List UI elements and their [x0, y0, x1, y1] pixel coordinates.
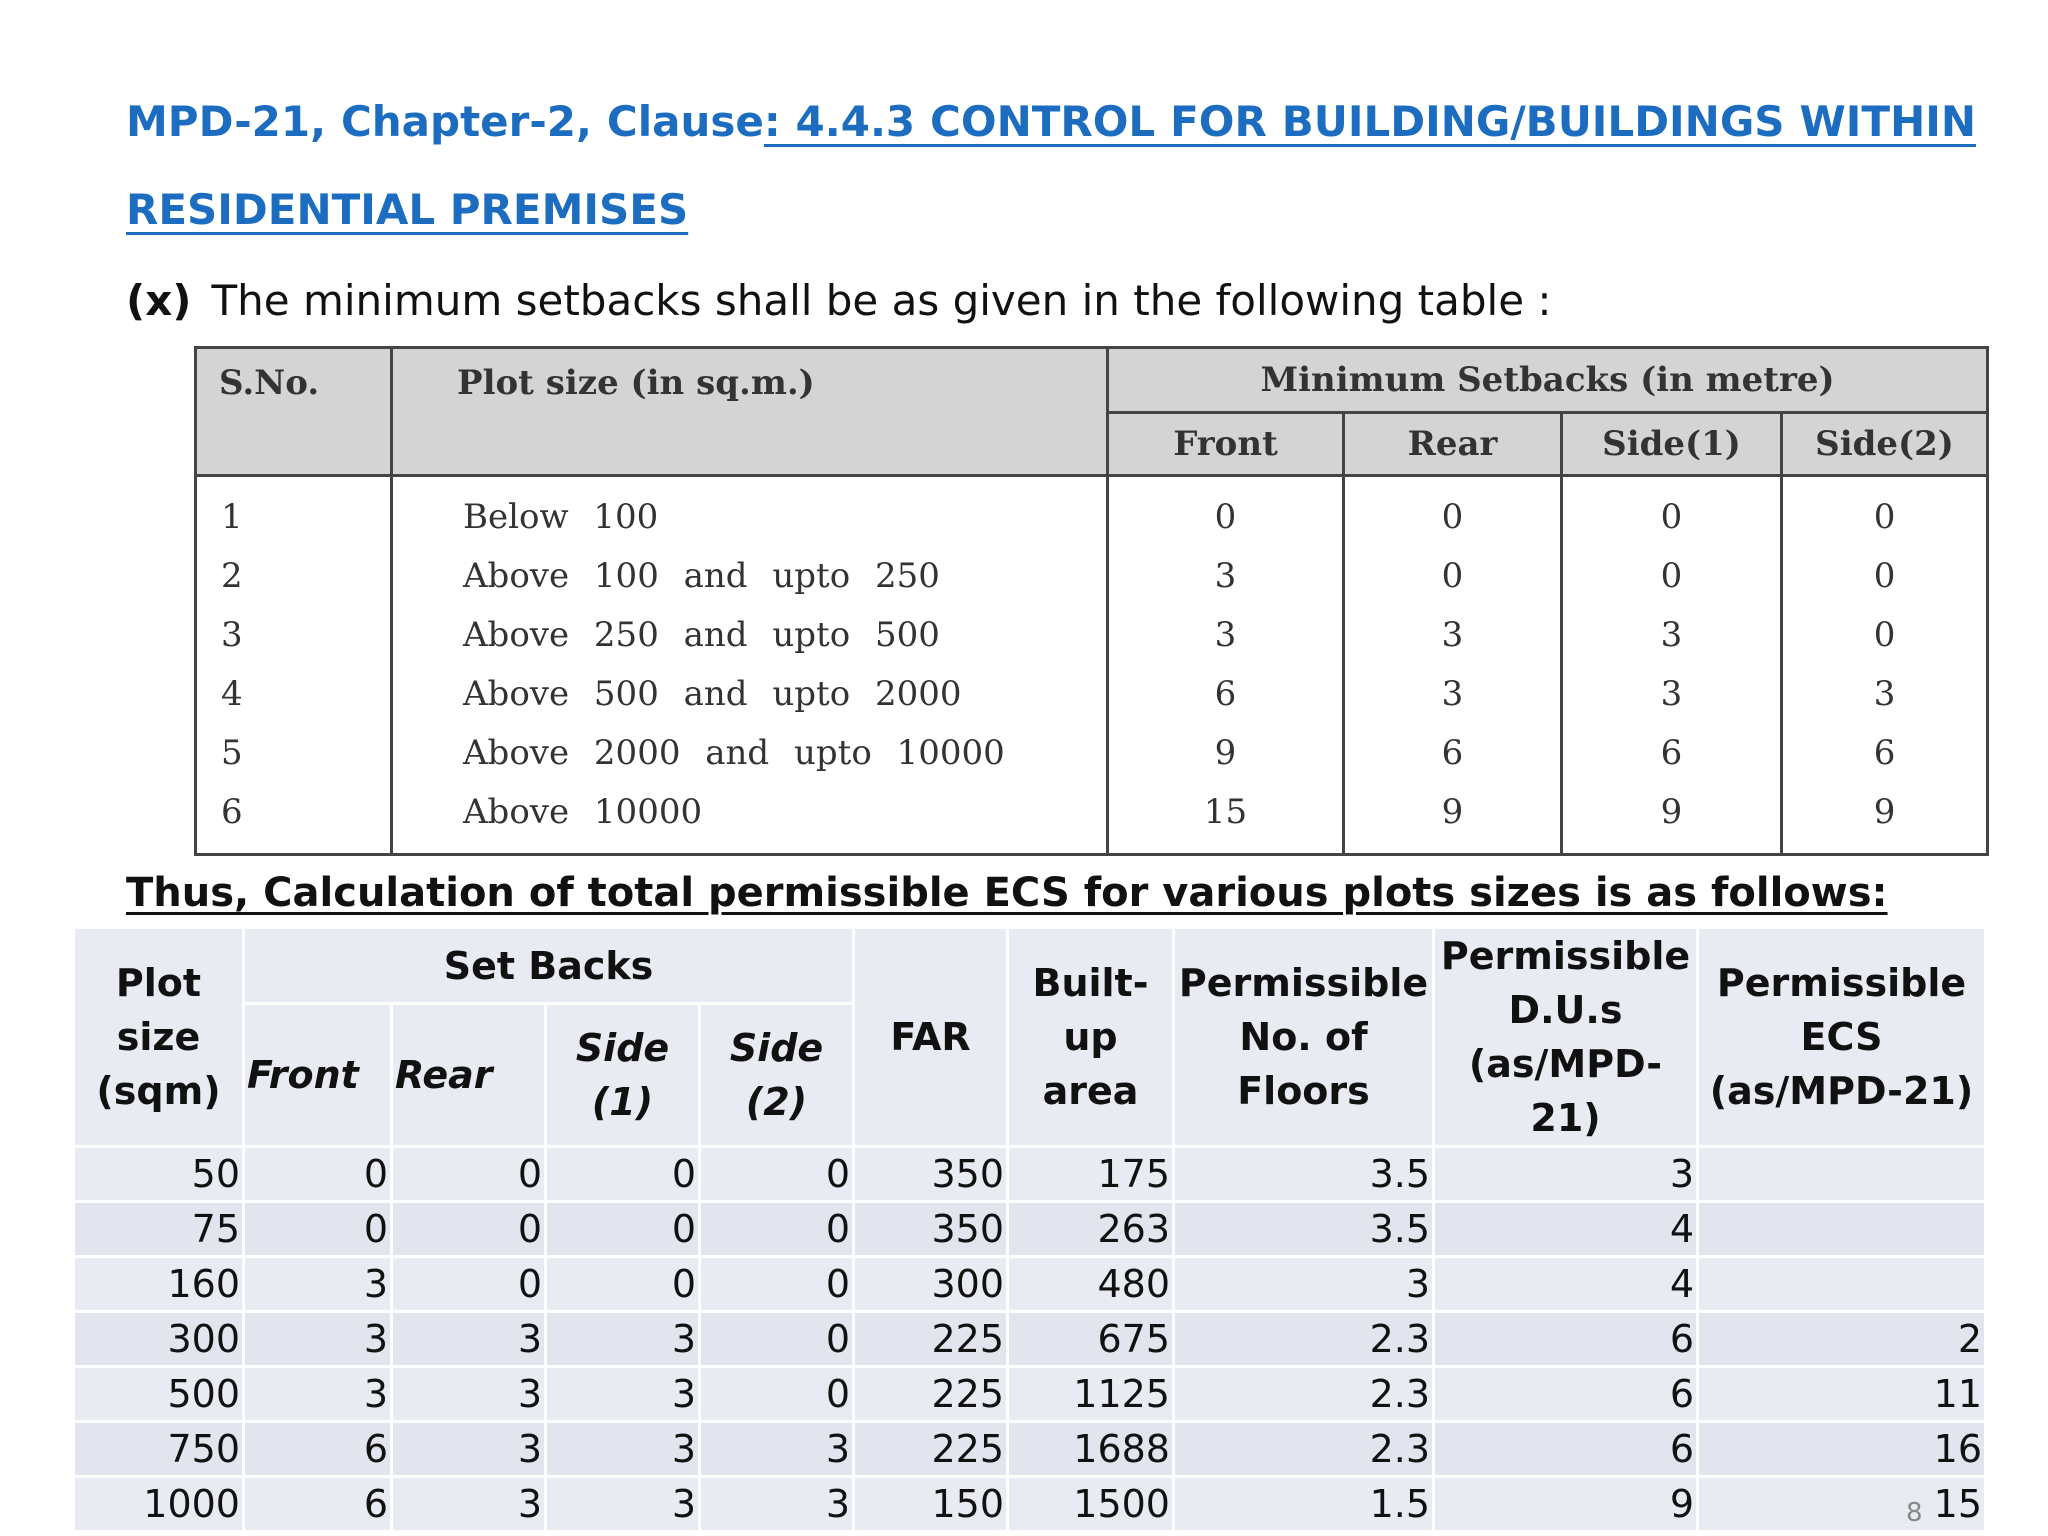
- ecs-cell-floors: 2.3: [1174, 1367, 1434, 1422]
- ecs-cell-dus: 4: [1434, 1257, 1698, 1312]
- ecs-header-front: Front: [244, 1004, 392, 1147]
- setback-cell-sno: 1: [196, 476, 392, 547]
- ecs-header-side2: Side (2): [700, 1004, 854, 1147]
- ecs-cell-front: 0: [244, 1147, 392, 1202]
- ecs-header-plot-size-2: (sqm): [96, 1069, 221, 1113]
- setback-cell-sno: 5: [196, 723, 392, 782]
- ecs-header-builtup-1: Built-up: [1032, 961, 1149, 1059]
- ecs-cell-front: 6: [244, 1422, 392, 1477]
- ecs-header-dus: [1434, 928, 1698, 1147]
- slide-title-line2: RESIDENTIAL PREMISES: [126, 185, 689, 234]
- header-plot-size: Plot size (in sq.m.): [392, 348, 1108, 476]
- ecs-cell-side1: 3: [546, 1422, 700, 1477]
- ecs-cell-side2: 0: [700, 1202, 854, 1257]
- ecs-cell-floors: 3.5: [1174, 1147, 1434, 1202]
- ecs-row: [74, 1367, 1986, 1422]
- ecs-header-far: FAR: [854, 928, 1008, 1147]
- setback-cell-side2: 6: [1782, 723, 1988, 782]
- ecs-cell-side1: 0: [546, 1257, 700, 1312]
- setback-cell-side1: 0: [1562, 476, 1782, 547]
- ecs-cell-plot: 75: [74, 1202, 244, 1257]
- ecs-cell-ecs: [1698, 1202, 1986, 1257]
- ecs-cell-builtup: 1125: [1008, 1367, 1174, 1422]
- ecs-row: [74, 1202, 1986, 1257]
- setback-cell-side2: 0: [1782, 476, 1988, 547]
- clause-roman: (x): [126, 276, 192, 325]
- ecs-cell-rear: 3: [392, 1422, 546, 1477]
- setback-cell-front: 9: [1108, 723, 1344, 782]
- header-min-setbacks: Minimum Setbacks (in metre): [1108, 348, 1988, 413]
- ecs-cell-floors: 2.3: [1174, 1422, 1434, 1477]
- setback-cell-side2: 0: [1782, 605, 1988, 664]
- ecs-cell-builtup: 480: [1008, 1257, 1174, 1312]
- ecs-cell-floors: 3.5: [1174, 1202, 1434, 1257]
- ecs-cell-builtup: 263: [1008, 1202, 1174, 1257]
- ecs-cell-dus: 6: [1434, 1422, 1698, 1477]
- ecs-cell-far: 150: [854, 1477, 1008, 1532]
- ecs-cell-far: 300: [854, 1257, 1008, 1312]
- ecs-cell-side2: 0: [700, 1312, 854, 1367]
- setback-cell-plot: Above 2000 and upto 10000: [392, 723, 1108, 782]
- setback-cell-plot: Above 10000: [392, 782, 1108, 855]
- setback-cell-sno: 4: [196, 664, 392, 723]
- ecs-cell-side1: 0: [546, 1202, 700, 1257]
- ecs-cell-far: 225: [854, 1422, 1008, 1477]
- ecs-header-dus-2: D.U.s: [1508, 988, 1623, 1032]
- setback-row: [196, 782, 1988, 855]
- setback-cell-side2: 0: [1782, 546, 1988, 605]
- ecs-cell-builtup: 1688: [1008, 1422, 1174, 1477]
- ecs-cell-builtup: 1500: [1008, 1477, 1174, 1532]
- ecs-cell-rear: 0: [392, 1257, 546, 1312]
- setback-cell-front: 6: [1108, 664, 1344, 723]
- ecs-cell-far: 350: [854, 1147, 1008, 1202]
- ecs-cell-builtup: 675: [1008, 1312, 1174, 1367]
- setback-cell-rear: 0: [1344, 546, 1562, 605]
- ecs-table: [72, 926, 1987, 1533]
- ecs-header-set-backs: Set Backs: [244, 928, 854, 1004]
- header-side1: Side(1): [1562, 413, 1782, 476]
- ecs-cell-floors: 2.3: [1174, 1312, 1434, 1367]
- setback-cell-front: 0: [1108, 476, 1344, 547]
- ecs-cell-plot: 300: [74, 1312, 244, 1367]
- ecs-header-ecs-1: Permissible ECS: [1716, 961, 1967, 1059]
- setback-table: [194, 346, 1989, 856]
- clause-text: The minimum setbacks shall be as given in the following table :: [211, 276, 1552, 325]
- ecs-cell-front: 3: [244, 1367, 392, 1422]
- setback-cell-side1: 3: [1562, 605, 1782, 664]
- ecs-cell-rear: 3: [392, 1367, 546, 1422]
- setback-cell-sno: 6: [196, 782, 392, 855]
- setback-cell-front: 15: [1108, 782, 1344, 855]
- ecs-cell-plot: 750: [74, 1422, 244, 1477]
- ecs-header-ecs: [1698, 928, 1986, 1147]
- setback-row: [196, 723, 1988, 782]
- setback-table-body: [196, 476, 1988, 855]
- ecs-cell-plot: 1000: [74, 1477, 244, 1532]
- ecs-cell-ecs: 11: [1698, 1367, 1986, 1422]
- ecs-cell-front: 6: [244, 1477, 392, 1532]
- ecs-row: [74, 1422, 1986, 1477]
- ecs-cell-side1: 3: [546, 1312, 700, 1367]
- setback-cell-side2: 9: [1782, 782, 1988, 855]
- ecs-cell-plot: 500: [74, 1367, 244, 1422]
- ecs-header-builtup: [1008, 928, 1174, 1147]
- ecs-header-floors-2: No. of Floors: [1237, 1015, 1370, 1113]
- ecs-cell-ecs: 16: [1698, 1422, 1986, 1477]
- ecs-cell-side2: 0: [700, 1367, 854, 1422]
- ecs-cell-rear: 3: [392, 1312, 546, 1367]
- setback-cell-side1: 3: [1562, 664, 1782, 723]
- ecs-cell-side1: 0: [546, 1147, 700, 1202]
- ecs-heading: Thus, Calculation of total permissible ECS for various plots sizes is as follows:: [126, 870, 1888, 916]
- ecs-cell-dus: 9: [1434, 1477, 1698, 1532]
- setback-cell-sno: 3: [196, 605, 392, 664]
- ecs-cell-floors: 3: [1174, 1257, 1434, 1312]
- setback-cell-plot: Above 500 and upto 2000: [392, 664, 1108, 723]
- setback-cell-plot: Below 100: [392, 476, 1108, 547]
- setback-cell-side2: 3: [1782, 664, 1988, 723]
- setback-cell-plot: Above 250 and upto 500: [392, 605, 1108, 664]
- setback-cell-front: 3: [1108, 605, 1344, 664]
- setback-cell-rear: 6: [1344, 723, 1562, 782]
- setback-row: [196, 476, 1988, 547]
- ecs-header-builtup-2: area: [1042, 1069, 1139, 1113]
- setback-cell-plot: Above 100 and upto 250: [392, 546, 1108, 605]
- ecs-cell-ecs: 2: [1698, 1312, 1986, 1367]
- ecs-cell-dus: 6: [1434, 1312, 1698, 1367]
- ecs-row: [74, 1477, 1986, 1532]
- ecs-cell-rear: 3: [392, 1477, 546, 1532]
- ecs-cell-side2: 0: [700, 1257, 854, 1312]
- ecs-cell-floors: 1.5: [1174, 1477, 1434, 1532]
- ecs-cell-ecs: 15: [1698, 1477, 1986, 1532]
- header-sno: S.No.: [196, 348, 392, 476]
- ecs-cell-far: 350: [854, 1202, 1008, 1257]
- ecs-header-dus-1: Permissible: [1440, 934, 1691, 978]
- ecs-row: [74, 1257, 1986, 1312]
- ecs-cell-ecs: [1698, 1257, 1986, 1312]
- ecs-cell-far: 225: [854, 1367, 1008, 1422]
- ecs-row: [74, 1312, 1986, 1367]
- ecs-cell-rear: 0: [392, 1202, 546, 1257]
- header-front: Front: [1108, 413, 1344, 476]
- ecs-cell-front: 3: [244, 1312, 392, 1367]
- setback-cell-rear: 3: [1344, 664, 1562, 723]
- ecs-cell-plot: 50: [74, 1147, 244, 1202]
- ecs-header-floors: [1174, 928, 1434, 1147]
- slide-title: [126, 78, 1976, 166]
- setback-row: [196, 605, 1988, 664]
- ecs-cell-side2: 0: [700, 1147, 854, 1202]
- ecs-header-rear: Rear: [392, 1004, 546, 1147]
- ecs-header-plot-size-1: Plot size: [115, 961, 202, 1059]
- ecs-cell-side2: 3: [700, 1477, 854, 1532]
- ecs-cell-dus: 3: [1434, 1147, 1698, 1202]
- ecs-cell-side1: 3: [546, 1477, 700, 1532]
- setback-cell-rear: 3: [1344, 605, 1562, 664]
- ecs-header-dus-3: (as/MPD-21): [1468, 1042, 1663, 1140]
- ecs-cell-builtup: 175: [1008, 1147, 1174, 1202]
- ecs-cell-side1: 3: [546, 1367, 700, 1422]
- page-number: 8: [1906, 1498, 1923, 1528]
- setback-cell-rear: 0: [1344, 476, 1562, 547]
- ecs-cell-dus: 4: [1434, 1202, 1698, 1257]
- setback-row: [196, 546, 1988, 605]
- ecs-cell-far: 225: [854, 1312, 1008, 1367]
- ecs-cell-rear: 0: [392, 1147, 546, 1202]
- ecs-header-side1: Side (1): [546, 1004, 700, 1147]
- ecs-cell-dus: 6: [1434, 1367, 1698, 1422]
- clause-intro: [126, 276, 1552, 326]
- setback-cell-side1: 9: [1562, 782, 1782, 855]
- ecs-cell-front: 0: [244, 1202, 392, 1257]
- title-prefix: MPD-21, Chapter-2, Clause: [126, 97, 764, 146]
- title-underlined: : 4.4.3 CONTROL FOR BUILDING/BUILDINGS WITHIN: [763, 97, 1976, 146]
- ecs-header-plot-size: [74, 928, 244, 1147]
- ecs-header-floors-1: Permissible: [1178, 961, 1429, 1005]
- setback-cell-rear: 9: [1344, 782, 1562, 855]
- ecs-cell-side2: 3: [700, 1422, 854, 1477]
- header-side2: Side(2): [1782, 413, 1988, 476]
- header-rear: Rear: [1344, 413, 1562, 476]
- setback-cell-front: 3: [1108, 546, 1344, 605]
- setback-row: [196, 664, 1988, 723]
- ecs-row: [74, 1147, 1986, 1202]
- ecs-cell-plot: 160: [74, 1257, 244, 1312]
- setback-cell-sno: 2: [196, 546, 392, 605]
- ecs-cell-ecs: [1698, 1147, 1986, 1202]
- ecs-cell-front: 3: [244, 1257, 392, 1312]
- setback-cell-side1: 0: [1562, 546, 1782, 605]
- setback-cell-side1: 6: [1562, 723, 1782, 782]
- ecs-header-ecs-2: (as/MPD-21): [1709, 1069, 1974, 1113]
- ecs-table-body: [74, 1147, 1986, 1532]
